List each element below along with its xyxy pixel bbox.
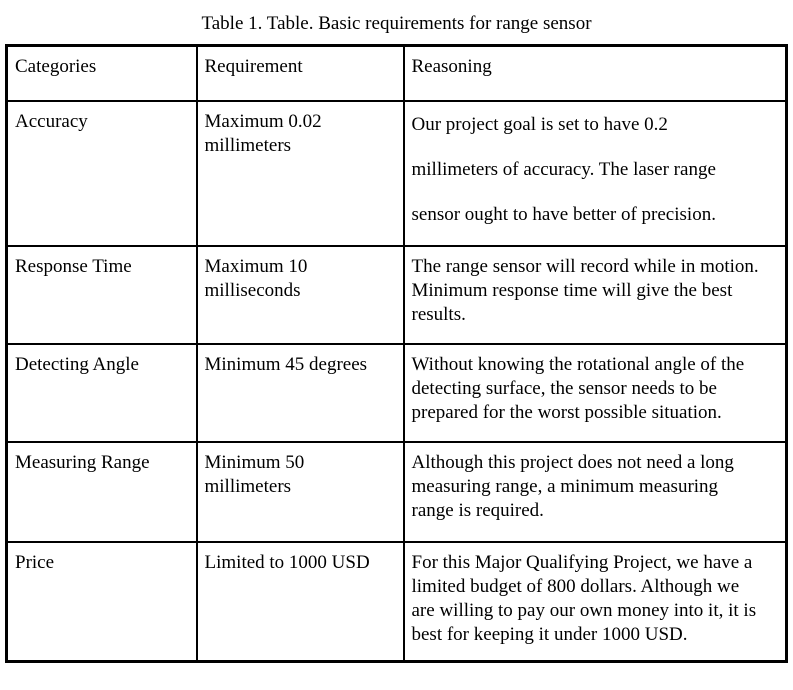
table-caption: Table 1. Table. Basic requirements for range sensor (201, 13, 592, 34)
column-header-reasoning: Reasoning (404, 46, 787, 101)
requirement-cell: Limited to 1000 USD (197, 542, 404, 662)
table-row (7, 246, 787, 344)
category-cell: Price (7, 542, 197, 662)
category-cell: Detecting Angle (7, 344, 197, 442)
requirement-cell: Minimum 45 degrees (197, 344, 404, 442)
reasoning-cell: Although this project does not need a long measuring range, a minimum measuring range is required. (404, 442, 787, 542)
column-header-categories: Categories (7, 46, 197, 101)
requirement-cell: Maximum 0.02 millimeters (197, 101, 404, 246)
reasoning-cell: For this Major Qualifying Project, we have a limited budget of 800 dollars. Although we are willing to pay our own money into it, it is best for keeping it under 1000 USD. (404, 542, 787, 662)
table-row (7, 442, 787, 542)
reasoning-cell: Our project goal is set to have 0.2 millimeters of accuracy. The laser range sensor ought to have better of precision. (404, 101, 787, 246)
requirement-cell: Minimum 50 millimeters (197, 442, 404, 542)
reasoning-cell: The range sensor will record while in motion. Minimum response time will give the best results. (404, 246, 787, 344)
category-cell: Accuracy (7, 101, 197, 246)
table-row (7, 344, 787, 442)
column-header-requirement: Requirement (197, 46, 404, 101)
table-row (7, 542, 787, 662)
reasoning-cell: Without knowing the rotational angle of the detecting surface, the sensor needs to be prepared for the worst possible situation. (404, 344, 787, 442)
header-row (7, 46, 787, 101)
requirements-table (5, 44, 788, 663)
requirement-cell: Maximum 10 milliseconds (197, 246, 404, 344)
table-row (7, 101, 787, 246)
category-cell: Response Time (7, 246, 197, 344)
category-cell: Measuring Range (7, 442, 197, 542)
